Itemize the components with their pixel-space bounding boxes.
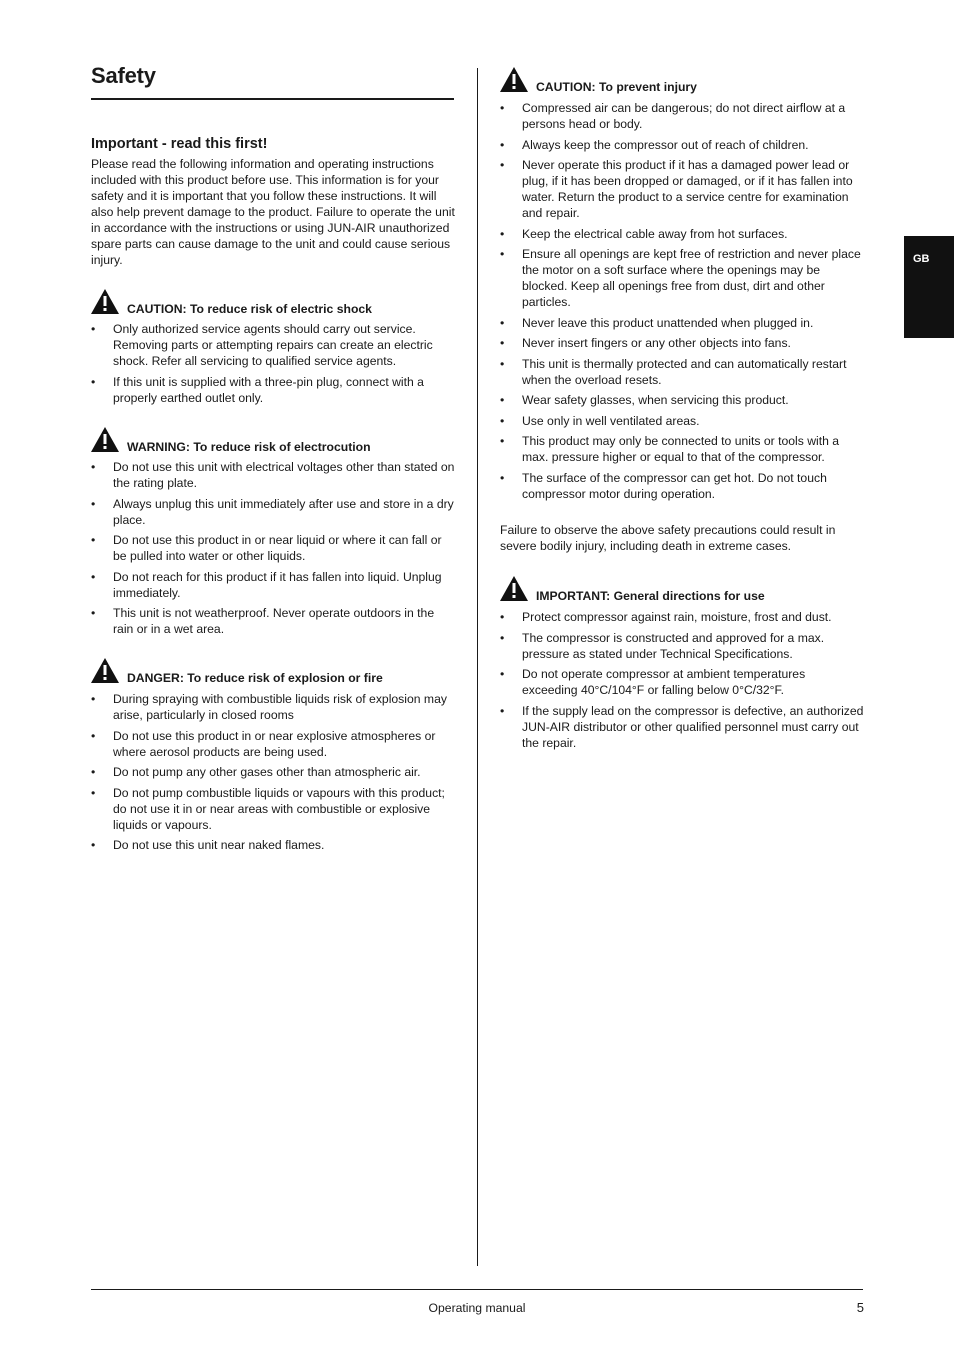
list-item — [500, 609, 864, 625]
list-item-text: This unit is not weatherproof. Never operate outdoors in the rain or in a wet area. — [113, 606, 435, 636]
list-item-text: Do not use this product in or near explosive atmospheres or where aerosol products are being used. — [113, 728, 436, 759]
warning-triangle-icon — [500, 576, 528, 601]
intro-text: Please read the following information and operating instructions included with this product before use. This information is for your safety and it is important that you follow these instructions. It will also help prevent damage to the product. Failure to operate the unit in accordance with the instructions or using JUN-AIR unauthorized spare parts can cause damage to the unit and could cause serious injury. — [91, 157, 455, 267]
bullet-list — [91, 459, 455, 637]
list-item — [500, 703, 864, 751]
list-item — [500, 630, 864, 662]
bullet-icon: • — [500, 247, 505, 261]
bullet-icon: • — [500, 610, 505, 624]
list-item-text: The surface of the compressor can get hot. Do not touch compressor motor during operation. — [522, 470, 827, 501]
failure-note: Failure to observe the above safety precautions could result in severe bodily injury, including death in extreme cases. — [500, 523, 836, 553]
page-number: 5 — [856, 1300, 864, 1315]
section-title: DANGER: To reduce risk of explosion or fire — [127, 671, 383, 685]
language-tab — [904, 236, 954, 338]
warning-triangle-icon — [500, 67, 528, 92]
list-item — [500, 413, 864, 429]
bullet-icon: • — [91, 460, 96, 474]
list-item-text: Never operate this product if it has a damaged power lead or plug, if it has been dropped or damaged, or if it has fallen into water. Return the product to a service centre for examination and repair. — [522, 158, 853, 220]
column-divider — [477, 68, 478, 1266]
list-item — [500, 137, 864, 153]
bullet-icon: • — [91, 692, 96, 706]
section-electric-shock — [91, 289, 455, 410]
bullet-icon: • — [500, 336, 505, 350]
section-title: CAUTION: To prevent injury — [536, 80, 697, 94]
bullet-icon: • — [500, 413, 505, 428]
bullet-list — [500, 100, 864, 502]
bullet-icon: • — [91, 606, 96, 620]
bullet-icon: • — [500, 101, 505, 115]
section-header — [500, 67, 864, 95]
list-item — [500, 226, 864, 242]
list-item — [91, 764, 455, 780]
bullet-icon: • — [500, 393, 505, 407]
list-item — [500, 246, 864, 310]
warning-triangle-icon — [91, 658, 119, 683]
intro-heading: Important - read this first! — [91, 136, 268, 152]
list-item — [500, 470, 864, 502]
list-item — [91, 321, 455, 369]
section-title: IMPORTANT: General directions for use — [536, 589, 765, 603]
list-item — [500, 666, 864, 698]
list-item-text: Keep the electrical cable away from hot surfaces. — [522, 226, 788, 241]
section-electrocution — [91, 427, 455, 642]
bullet-list — [91, 321, 455, 406]
page-title: Safety — [91, 63, 156, 88]
list-item-text: Never insert fingers or any other objects into fans. — [522, 336, 791, 350]
warning-triangle-icon — [91, 427, 119, 452]
bullet-icon: • — [500, 630, 505, 645]
bullet-icon: • — [91, 496, 96, 511]
list-item — [500, 335, 864, 351]
bullet-icon: • — [500, 356, 505, 371]
bullet-icon: • — [500, 470, 505, 485]
list-item-text: Do not pump any other gases other than atmospheric air. — [113, 765, 421, 779]
bullet-icon: • — [91, 322, 96, 336]
list-item-text: During spraying with combustible liquids risk of explosion may arise, particularly in closed rooms — [113, 692, 447, 722]
list-item-text: If this unit is supplied with a three-pin plug, connect with a properly earthed outlet only. — [113, 374, 424, 405]
list-item-text: Do not use this product in or near liquid or where it can fall or be pulled into water or other liquids. — [113, 533, 442, 563]
list-item-text: Use only in well ventilated areas. — [522, 413, 700, 428]
list-item-text: The compressor is constructed and approved for a max. pressure as stated under Technical Specifications. — [522, 630, 825, 661]
list-item-text: Do not operate compressor at ambient temperatures exceeding 40°C/104°F or falling below 0°C/32°F. — [522, 667, 806, 697]
warning-triangle-icon — [91, 289, 119, 314]
bullet-list — [500, 609, 864, 751]
list-item — [91, 459, 455, 491]
list-item-text: If the supply lead on the compressor is defective, an authorized JUN-AIR distributor or other qualified personnel must carry out the repair. — [522, 703, 864, 750]
bullet-icon: • — [500, 158, 505, 172]
bullet-icon: • — [500, 137, 505, 152]
section-header — [500, 576, 864, 604]
list-item — [91, 496, 455, 528]
bullet-icon: • — [91, 838, 96, 852]
section-general-directions — [500, 576, 864, 755]
bullet-icon: • — [500, 434, 505, 448]
list-item-text: Only authorized service agents should carry out service. Removing parts or attempting repairs can create an electric shock. Refer all servicing to qualified service agents. — [113, 322, 433, 368]
bullet-icon: • — [91, 569, 96, 584]
list-item — [500, 356, 864, 388]
section-title: WARNING: To reduce risk of electrocution — [127, 440, 371, 454]
list-item-text: This product may only be connected to units or tools with a max. pressure higher or equal to that of the compressor. — [522, 434, 840, 464]
list-item — [500, 392, 864, 408]
language-tab-label: GB — [913, 253, 930, 265]
bullet-icon: • — [91, 374, 96, 389]
section-header — [91, 658, 455, 686]
list-item — [91, 605, 455, 637]
list-item — [91, 785, 455, 833]
list-item — [500, 433, 864, 465]
list-item-text: Do not pump combustible liquids or vapours with this product; do not use it in or near areas with combustible or explosive liquids or vapours. — [113, 785, 445, 832]
bullet-icon: • — [91, 765, 96, 779]
list-item — [91, 837, 455, 853]
list-item-text: Protect compressor against rain, moisture, frost and dust. — [522, 610, 832, 624]
list-item — [91, 532, 455, 564]
list-item — [91, 691, 455, 723]
list-item — [500, 315, 864, 331]
list-item-text: Always unplug this unit immediately after use and store in a dry place. — [113, 496, 454, 527]
footer-label: Operating manual — [428, 1301, 526, 1315]
title-rule — [91, 98, 454, 100]
bullet-icon: • — [91, 785, 96, 800]
list-item-text: Compressed air can be dangerous; do not direct airflow at a persons head or body. — [522, 101, 846, 131]
list-item-text: Always keep the compressor out of reach of children. — [522, 137, 809, 152]
list-item — [91, 374, 455, 406]
list-item-text: Wear safety glasses, when servicing this product. — [522, 393, 789, 407]
bullet-icon: • — [91, 728, 96, 743]
list-item — [91, 569, 455, 601]
section-explosion — [91, 658, 455, 858]
bullet-icon: • — [91, 533, 96, 547]
bullet-icon: • — [500, 315, 505, 330]
section-header — [91, 289, 455, 317]
list-item-text: Do not reach for this product if it has fallen into liquid. Unplug immediately. — [113, 569, 442, 600]
list-item — [500, 157, 864, 221]
list-item — [91, 728, 455, 760]
footer-rule — [91, 1289, 863, 1290]
list-item-text: This unit is thermally protected and can automatically restart when the overload resets. — [522, 356, 847, 387]
list-item-text: Never leave this product unattended when plugged in. — [522, 315, 814, 330]
bullet-icon: • — [500, 667, 505, 681]
section-header — [91, 427, 455, 455]
bullet-list — [91, 691, 455, 853]
bullet-icon: • — [500, 226, 505, 241]
list-item-text: Do not use this unit near naked flames. — [113, 838, 325, 852]
list-item-text: Do not use this unit with electrical voltages other than stated on the rating plate. — [113, 460, 455, 490]
list-item-text: Ensure all openings are kept free of restriction and never place the motor on a soft surface where the openings may be blocked. Keep all openings free from dust, dirt and other particles. — [522, 247, 861, 309]
section-injury — [500, 67, 864, 506]
section-title: CAUTION: To reduce risk of electric shock — [127, 302, 372, 316]
bullet-icon: • — [500, 703, 505, 718]
list-item — [500, 100, 864, 132]
